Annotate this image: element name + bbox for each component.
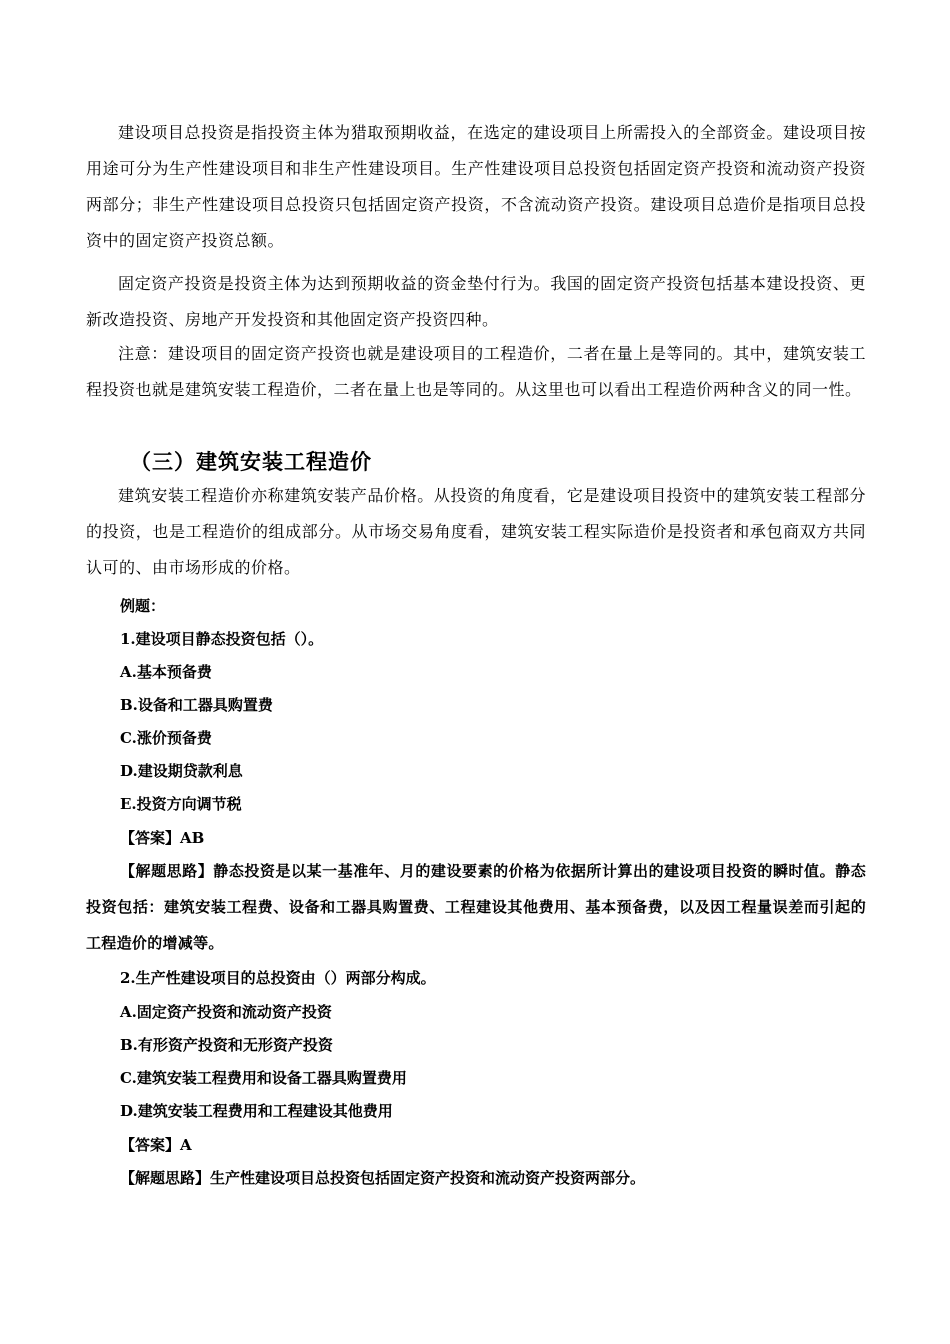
q1-answer: 【答案】AB [120, 829, 205, 847]
paragraph-note: 注意：建设项目的固定资产投资也就是建设项目的工程造价，二者在量上是等同的。其中，建筑安装工程投资也就是建筑安装工程造价，二者在量上也是等同的。从这里也可以看出工程造价两种含义的同一性。 [86, 344, 866, 399]
q1-analysis: 【解题思路】静态投资是以某一基准年、月的建设要素的价格为依据所计算出的建设项目投资的瞬时值。静态投资包括：建筑安装工程费、设备和工器具购置费、工程建设其他费用、基本预备费，以及因工程量误差而引起的工程造价的增减等。 [86, 862, 866, 952]
q1-option-b: B.设备和工器具购置费 [120, 696, 273, 714]
section-heading: （三）建筑安装工程造价 [130, 450, 372, 474]
examples-label: 例题： [120, 597, 166, 615]
q2-analysis: 【解题思路】生产性建设项目总投资包括固定资产投资和流动资产投资两部分。 [120, 1169, 646, 1187]
q2-answer: 【答案】A [120, 1136, 192, 1154]
q1-option-d: D.建设期贷款利息 [120, 762, 243, 780]
q2-option-b: B.有形资产投资和无形资产投资 [120, 1036, 333, 1054]
q2-option-d: D.建筑安装工程费用和工程建设其他费用 [120, 1102, 393, 1120]
paragraph-fixed-asset-investment: 固定资产投资是投资主体为达到预期收益的资金垫付行为。我国的固定资产投资包括基本建设投资、更新改造投资、房地产开发投资和其他固定资产投资四种。 [86, 274, 866, 329]
q2-option-c: C.建筑安装工程费用和设备工器具购置费用 [120, 1069, 407, 1087]
q1-option-e: E.投资方向调节税 [120, 795, 242, 813]
paragraph-construction-cost: 建筑安装工程造价亦称建筑安装产品价格。从投资的角度看，它是建设项目投资中的建筑安装工程部分的投资，也是工程造价的组成部分。从市场交易角度看，建筑安装工程实际造价是投资者和承包商双方共同认可的、由市场形成的价格。 [86, 486, 866, 577]
question-2: 2.生产性建设项目的总投资由（）两部分构成。 [120, 969, 436, 987]
q2-option-a: A.固定资产投资和流动资产投资 [120, 1003, 332, 1021]
question-1: 1.建设项目静态投资包括（）。 [120, 630, 324, 648]
paragraph-total-investment: 建设项目总投资是指投资主体为猎取预期收益，在选定的建设项目上所需投入的全部资金。建设项目按用途可分为生产性建设项目和非生产性建设项目。生产性建设项目总投资包括固定资产投资和流动资产投资两部分；非生产性建设项目总投资只包括固定资产投资，不含流动资产投资。建设项目总造价是指项目总投资中的固定资产投资总额。 [86, 123, 866, 250]
q1-option-c: C.涨价预备费 [120, 729, 212, 747]
q1-option-a: A.基本预备费 [120, 663, 212, 681]
